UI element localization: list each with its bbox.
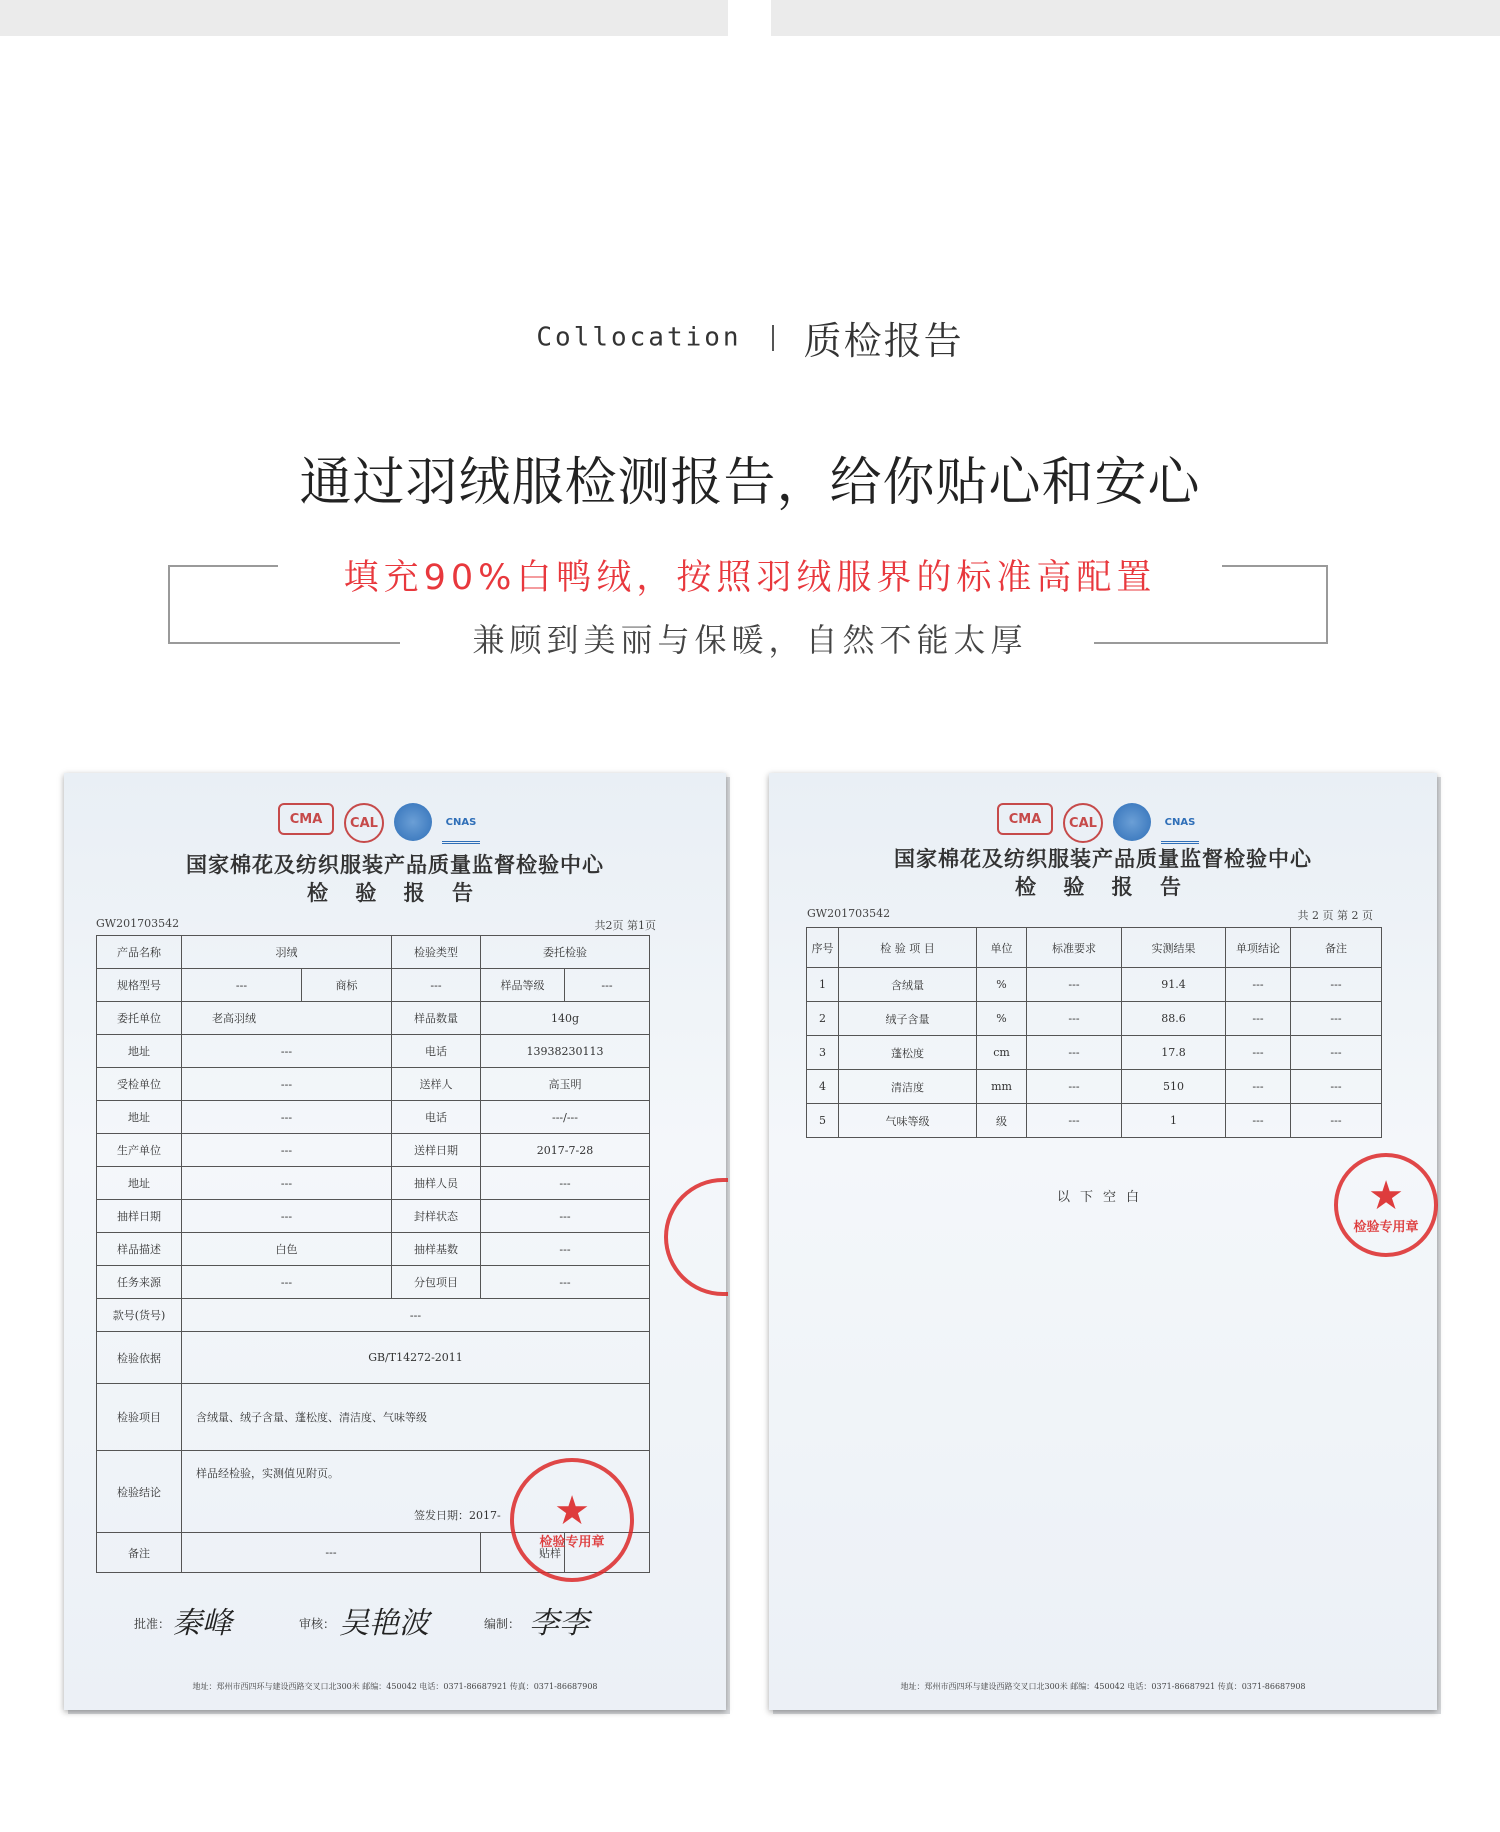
field-value: 老高羽绒 [182, 1002, 392, 1035]
field-label: 抽样人员 [392, 1167, 481, 1200]
field-value: --- [182, 1299, 650, 1332]
star-icon: ★ [554, 1487, 590, 1534]
table-row [97, 1200, 650, 1233]
table-cell: 4 [807, 1070, 839, 1104]
table-row [807, 1104, 1382, 1138]
table-row [97, 936, 650, 969]
table-row [97, 1134, 650, 1167]
field-label: 款号(货号) [97, 1299, 182, 1332]
stamp-text: 检验专用章 [539, 1534, 605, 1550]
subtitle-gray: 兼顾到美丽与保暖，自然不能太厚 [472, 621, 1028, 659]
field-value: --- [392, 969, 481, 1002]
field-value: --- [182, 1068, 392, 1101]
ilac-logo-icon [1113, 803, 1151, 841]
field-value: GB/T14272-2011 [182, 1332, 650, 1384]
field-label: 电话 [392, 1035, 481, 1068]
table-row [97, 1167, 650, 1200]
field-label: 地址 [97, 1035, 182, 1068]
field-value: 羽绒 [182, 936, 392, 969]
table-row [807, 1036, 1382, 1070]
table-cell: --- [1027, 968, 1122, 1002]
field-value: --- [182, 1035, 392, 1068]
table-cell: --- [1291, 1002, 1382, 1036]
approve-label: 批准： [134, 1617, 171, 1631]
field-label: 备注 [97, 1533, 182, 1573]
column-header: 单位 [977, 928, 1027, 968]
field-label: 任务来源 [97, 1266, 182, 1299]
field-label: 电话 [392, 1101, 481, 1134]
field-value: --- [182, 1101, 392, 1134]
table-row [807, 1002, 1382, 1036]
report-number: GW201703542 [96, 917, 180, 930]
field-label: 产品名称 [97, 936, 182, 969]
results-table [806, 927, 1382, 1138]
field-value: --- [481, 1233, 650, 1266]
review-signature: 吴艳波 [339, 1606, 429, 1641]
page-indicator: 共 2 页 第 2 页 [1297, 909, 1373, 922]
official-seal-stamp [510, 1458, 634, 1582]
footer-address: 地址：郑州市西四环与建设西路交叉口北300米 邮编：450042 电话：0371-86687921 传真：0371-86687908 [900, 1682, 1306, 1691]
field-label: 规格型号 [97, 969, 182, 1002]
report-page-1 [64, 773, 726, 1710]
report-number: GW201703542 [807, 907, 891, 920]
field-label: 送样日期 [392, 1134, 481, 1167]
issue-date: 签发日期：2017- [414, 1509, 501, 1522]
org-name: 国家棉花及纺织服装产品质量监督检验中心 [894, 846, 1312, 871]
column-header: 检 验 项 目 [839, 928, 977, 968]
field-label: 抽样基数 [392, 1233, 481, 1266]
table-cell: --- [1291, 1104, 1382, 1138]
table-cell: --- [1291, 968, 1382, 1002]
field-value: 委托检验 [481, 936, 650, 969]
table-cell: --- [1291, 1036, 1382, 1070]
field-value: --- [182, 1200, 392, 1233]
heading-en: Collocation [536, 322, 742, 353]
column-header: 标准要求 [1027, 928, 1122, 968]
table-row [97, 1002, 650, 1035]
column-header: 序号 [807, 928, 839, 968]
conclusion-text: 样品经检验，实测值见附页。 [196, 1467, 339, 1480]
table-cell: --- [1027, 1070, 1122, 1104]
table-cell: 1 [1122, 1104, 1226, 1138]
field-label: 商标 [302, 969, 392, 1002]
table-row [97, 1068, 650, 1101]
field-label: 样品等级 [481, 969, 565, 1002]
cnas-logo-icon: CNAS [1161, 803, 1199, 844]
cnas-logo-icon: CNAS [442, 803, 480, 844]
star-icon: ★ [1368, 1172, 1404, 1219]
field-label: 样品数量 [392, 1002, 481, 1035]
table-cell: 绒子含量 [839, 1002, 977, 1036]
compile-signature: 李李 [529, 1606, 589, 1641]
approve-signature: 秦峰 [172, 1606, 232, 1641]
table-row [97, 1384, 650, 1451]
table-row [97, 1101, 650, 1134]
column-header: 备注 [1291, 928, 1382, 968]
field-label: 抽样日期 [97, 1200, 182, 1233]
cert-logos [278, 803, 480, 844]
table-row [807, 1070, 1382, 1104]
table-cell: 88.6 [1122, 1002, 1226, 1036]
table-cell: --- [1226, 1036, 1291, 1070]
report-title: 检 验 报 告 [307, 880, 483, 905]
field-label: 生产单位 [97, 1134, 182, 1167]
field-label: 地址 [97, 1101, 182, 1134]
field-value: --- [565, 969, 650, 1002]
field-value: --- [182, 969, 302, 1002]
column-header: 单项结论 [1226, 928, 1291, 968]
field-label: 分包项目 [392, 1266, 481, 1299]
official-seal-stamp [1334, 1153, 1438, 1257]
table-cell: cm [977, 1036, 1027, 1070]
report-page-2 [769, 773, 1437, 1710]
field-value: --- [182, 1134, 392, 1167]
section-heading [0, 310, 1500, 365]
field-value: 2017-7-28 [481, 1134, 650, 1167]
table-cell: 17.8 [1122, 1036, 1226, 1070]
field-label: 检验类型 [392, 936, 481, 969]
table-cell: --- [1226, 1104, 1291, 1138]
field-label: 检验项目 [97, 1384, 182, 1451]
table-cell: 清洁度 [839, 1070, 977, 1104]
field-label: 检验结论 [97, 1451, 182, 1533]
field-label: 送样人 [392, 1068, 481, 1101]
table-cell: % [977, 1002, 1027, 1036]
review-label: 审核： [299, 1617, 336, 1631]
table-cell: 510 [1122, 1070, 1226, 1104]
table-row [97, 1299, 650, 1332]
field-label: 样品描述 [97, 1233, 182, 1266]
table-cell: --- [1027, 1036, 1122, 1070]
headline: 通过羽绒服检测报告，给你贴心和安心 [299, 453, 1201, 513]
table-cell: 2 [807, 1002, 839, 1036]
column-header: 实测结果 [1122, 928, 1226, 968]
table-row [97, 1332, 650, 1384]
field-value: 含绒量、绒子含量、蓬松度、清洁度、气味等级 [182, 1384, 650, 1451]
top-bar-right [771, 0, 1500, 36]
field-value: --- [182, 1266, 392, 1299]
table-cell: --- [1027, 1104, 1122, 1138]
table-cell: --- [1027, 1002, 1122, 1036]
cert-logos [997, 803, 1199, 844]
cma-logo-icon: CMA [278, 803, 334, 835]
field-value: 高玉明 [481, 1068, 650, 1101]
cma-logo-icon: CMA [997, 803, 1053, 835]
field-label: 委托单位 [97, 1002, 182, 1035]
field-value: --- [182, 1533, 481, 1573]
table-cell: 蓬松度 [839, 1036, 977, 1070]
field-value: --- [481, 1266, 650, 1299]
table-cell: --- [1226, 1002, 1291, 1036]
cal-logo-icon: CAL [344, 803, 384, 843]
table-row [807, 968, 1382, 1002]
field-value: --- [481, 1167, 650, 1200]
table-cell: --- [1226, 968, 1291, 1002]
signature-row [134, 1593, 694, 1643]
table-cell: --- [1226, 1070, 1291, 1104]
table-header-row [807, 928, 1382, 968]
table-cell: 1 [807, 968, 839, 1002]
table-cell: 5 [807, 1104, 839, 1138]
table-row [97, 1233, 650, 1266]
footer-address: 地址：郑州市西四环与建设西路交叉口北300米 邮编：450042 电话：0371-86687921 传真：0371-86687908 [192, 1682, 598, 1691]
table-cell: 3 [807, 1036, 839, 1070]
partial-seal-stamp [664, 1178, 728, 1296]
table-cell: 91.4 [1122, 968, 1226, 1002]
field-value: --- [481, 1200, 650, 1233]
table-cell: 含绒量 [839, 968, 977, 1002]
page-indicator: 共2页 第1页 [594, 919, 656, 932]
stamp-text: 检验专用章 [1353, 1219, 1419, 1235]
cal-logo-icon: CAL [1063, 803, 1103, 843]
report-title: 检 验 报 告 [1015, 874, 1191, 899]
table-row [97, 1035, 650, 1068]
table-cell: --- [1291, 1070, 1382, 1104]
table-cell: % [977, 968, 1027, 1002]
table-cell: 级 [977, 1104, 1027, 1138]
heading-divider [772, 325, 774, 351]
compile-label: 编制： [484, 1617, 521, 1631]
table-row [97, 969, 650, 1002]
table-cell: mm [977, 1070, 1027, 1104]
blank-note: 以下空白 [1056, 1190, 1149, 1205]
org-name: 国家棉花及纺织服装产品质量监督检验中心 [186, 852, 604, 877]
field-value: --- [182, 1167, 392, 1200]
field-label: 受检单位 [97, 1068, 182, 1101]
field-label: 检验依据 [97, 1332, 182, 1384]
field-value: 白色 [182, 1233, 392, 1266]
field-value: 13938230113 [481, 1035, 650, 1068]
heading-cn: 质检报告 [803, 319, 964, 363]
field-label: 封样状态 [392, 1200, 481, 1233]
field-value: 140g [481, 1002, 650, 1035]
field-label: 地址 [97, 1167, 182, 1200]
field-value: ---/--- [481, 1101, 650, 1134]
field-label: 贴样 [481, 1533, 565, 1573]
table-row [97, 1266, 650, 1299]
table-cell: 气味等级 [839, 1104, 977, 1138]
ilac-logo-icon [394, 803, 432, 841]
top-bar-left [0, 0, 728, 36]
subtitle-red: 填充90%白鸭绒，按照羽绒服界的标准高配置 [343, 558, 1157, 598]
